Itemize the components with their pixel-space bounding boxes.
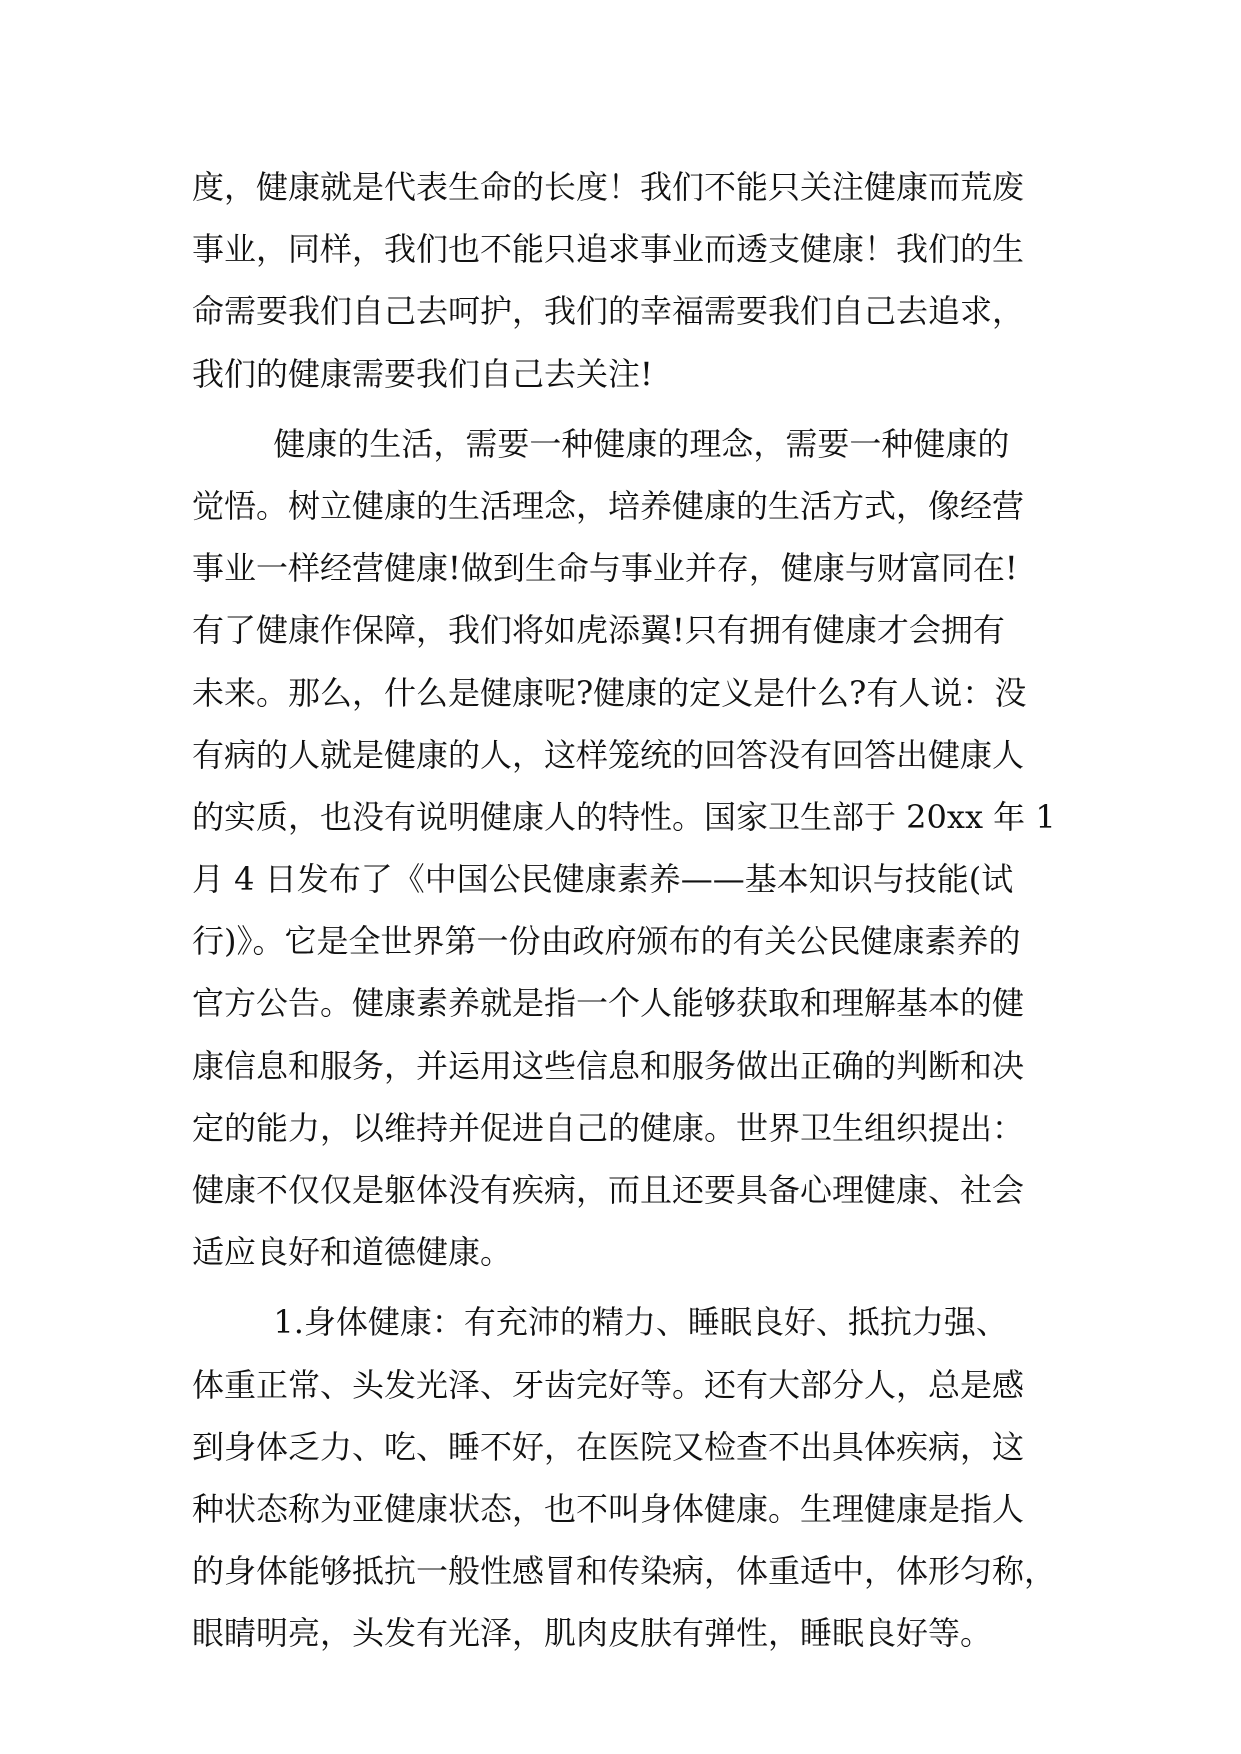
text-line: 健康不仅仅是躯体没有疾病，而且还要具备心理健康、社会 — [192, 1171, 1025, 1209]
text-line: 度，健康就是代表生命的长度！我们不能只关注健康而荒废 — [192, 168, 1025, 206]
text-line: 定的能力，以维持并促进自己的健康。世界卫生组织提出： — [192, 1108, 1025, 1147]
text-line: 我们的健康需要我们自己去关注! — [192, 354, 653, 393]
paragraph-3 — [192, 1291, 1062, 1664]
paragraph-1 — [192, 156, 1062, 405]
text-line: 月 4 日发布了《中国公民健康素养——基本知识与技能(试 — [192, 860, 1014, 899]
text-line: 的身体能够抵抗一般性感冒和传染病，体重适中，体形匀称， — [192, 1552, 1057, 1591]
text-line: 适应良好和道德健康。 — [192, 1233, 513, 1272]
text-line: 健康的生活，需要一种健康的理念，需要一种健康的 — [192, 424, 1010, 463]
body-text — [192, 156, 1062, 1665]
text-line: 未来。那么，什么是健康呢?健康的定义是什么?有人说：没 — [192, 673, 1027, 712]
text-line: 事业一样经营健康!做到生命与事业并存，健康与财富同在! — [192, 549, 1018, 588]
text-line: 种状态称为亚健康状态，也不叫身体健康。生理健康是指人 — [192, 1489, 1025, 1528]
text-line: 到身体乏力、吃、睡不好，在医院又检查不出具体疾病，这 — [192, 1427, 1025, 1466]
text-line: 的实质，也没有说明健康人的特性。国家卫生部于 20xx 年 1 — [192, 797, 1056, 836]
text-line: 1.身体健康：有充沛的精力、睡眠良好、抵抗力强、 — [192, 1303, 1008, 1342]
text-line: 命需要我们自己去呵护，我们的幸福需要我们自己去追求， — [192, 292, 1025, 331]
text-line: 事业，同样，我们也不能只追求事业而透支健康！我们的生 — [192, 230, 1025, 269]
text-line: 康信息和服务，并运用这些信息和服务做出正确的判断和决 — [192, 1046, 1025, 1085]
text-line: 有了健康作保障，我们将如虎添翼!只有拥有健康才会拥有 — [192, 611, 1005, 650]
text-line: 觉悟。树立健康的生活理念，培养健康的生活方式，像经营 — [192, 486, 1025, 525]
text-line: 行)》。它是全世界第一份由政府颁布的有关公民健康素养的 — [192, 922, 1021, 961]
text-line: 体重正常、头发光泽、牙齿完好等。还有大部分人，总是感 — [192, 1365, 1025, 1404]
text-line: 官方公告。健康素养就是指一个人能够获取和理解基本的健 — [192, 984, 1025, 1023]
text-line: 眼睛明亮，头发有光泽，肌肉皮肤有弹性，睡眠良好等。 — [192, 1614, 993, 1653]
paragraph-2 — [192, 413, 1062, 1284]
text-line: 有病的人就是健康的人，这样笼统的回答没有回答出健康人 — [192, 735, 1025, 774]
